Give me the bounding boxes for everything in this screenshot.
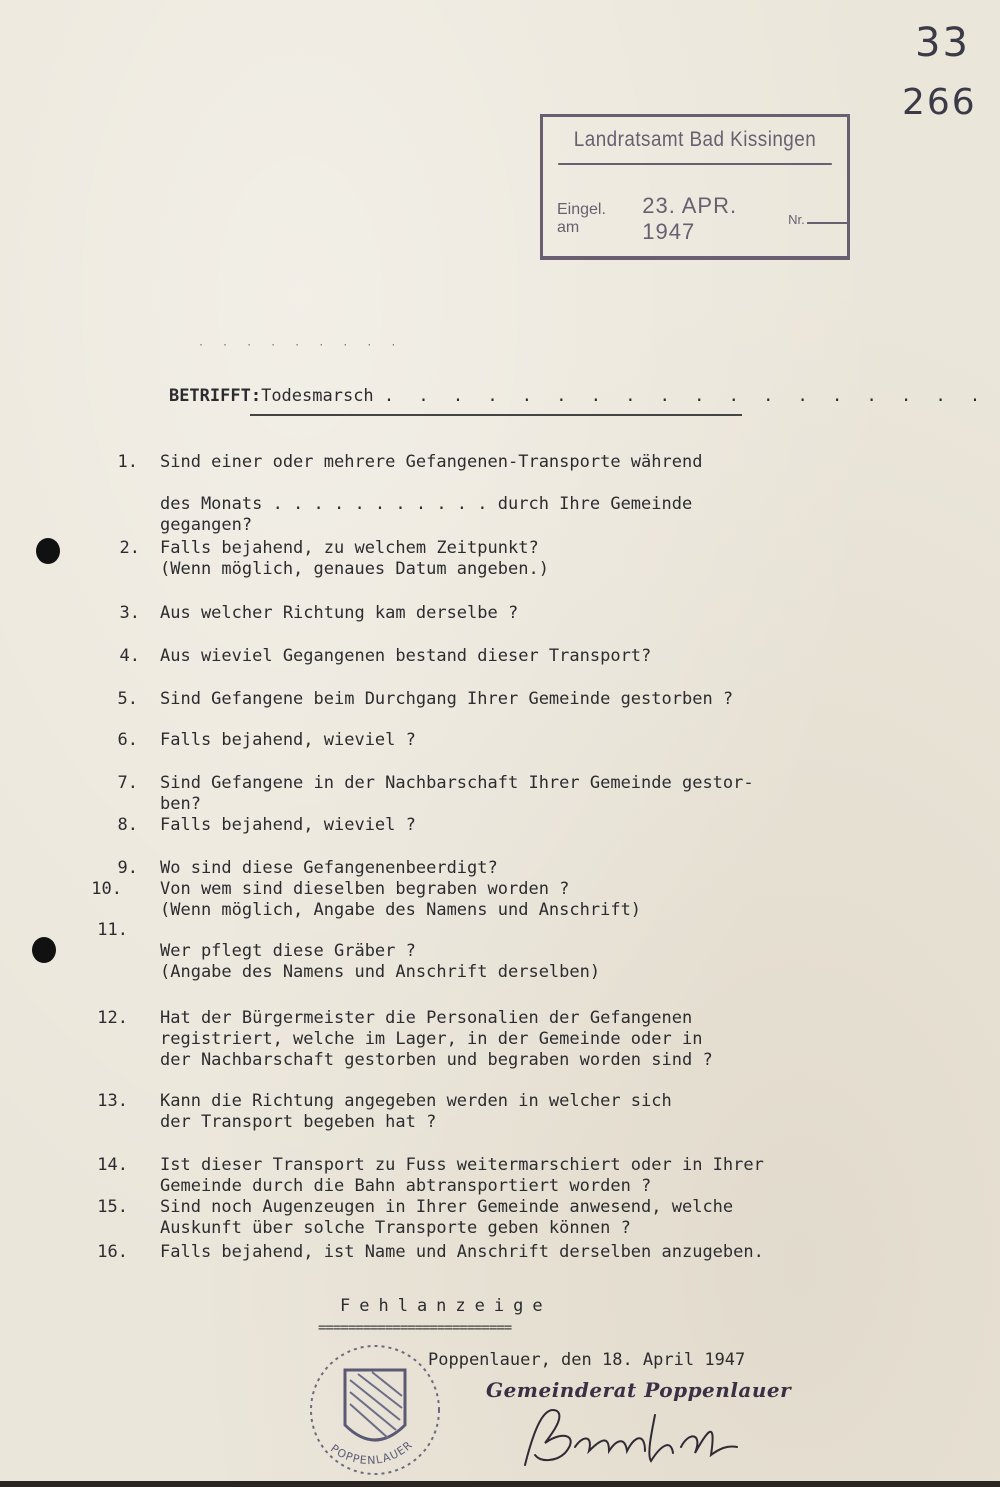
question-number: 5. [117, 689, 138, 709]
question-line: (Wenn möglich, Angabe des Namens und Anschrift) [160, 900, 642, 920]
question-line: des Monats . . . . . . . . . . . durch Ihre Gemeinde [160, 494, 693, 514]
question-line: Falls bejahend, ist Name und Anschrift derselben anzugeben. [160, 1242, 764, 1262]
question-number: 11. [97, 920, 128, 940]
question-text [160, 538, 549, 580]
punch-hole-bottom [32, 937, 56, 963]
question-number: 14. [97, 1155, 128, 1175]
page-number-top: 33 [915, 20, 970, 66]
page-edge [0, 1481, 1000, 1487]
question-line: Sind Gefangene beim Durchgang Ihrer Gemeinde gestorben ? [160, 689, 734, 709]
question-text [160, 1155, 764, 1197]
question-line: Falls bejahend, wieviel ? [160, 730, 416, 750]
question-line [160, 473, 702, 494]
question-number: 12. [97, 1008, 128, 1028]
question-line: Wer pflegt diese Gräber ? [160, 941, 416, 961]
question-number: 9. [117, 858, 138, 878]
question-text [160, 689, 733, 710]
subject-dots: . . . . . . . . . . . . . . . . . . [383, 386, 988, 406]
question-number: 10. [91, 879, 122, 899]
question-line: Hat der Bürgermeister die Personalien der Gefangenen [160, 1008, 693, 1028]
place-date: Poppenlauer, den 18. April 1947 [428, 1350, 746, 1370]
question-text [160, 646, 651, 667]
question-text [160, 1008, 713, 1071]
question-number: 15. [97, 1197, 128, 1217]
question-line: der Transport begeben hat ? [160, 1112, 437, 1132]
question-line: Ist dieser Transport zu Fuss weitermarschiert oder in Ihrer [160, 1155, 764, 1175]
question-number: 16. [97, 1242, 128, 1262]
question-number: 7. [117, 773, 138, 793]
faint-marks: · · · · · · · · · [198, 340, 403, 351]
question-line: Auskunft über solche Transporte geben können ? [160, 1218, 631, 1238]
subject-rule [250, 414, 742, 416]
subject-text: Todesmarsch [261, 386, 374, 406]
question-number: 3. [119, 603, 140, 623]
question-line: der Nachbarschaft gestorben und begraben worden sind ? [160, 1050, 713, 1070]
question-text [160, 773, 754, 815]
question-line: Falls bejahend, zu welchem Zeitpunkt? [160, 538, 539, 558]
question-text [160, 858, 498, 879]
stamp-nr-line [807, 222, 847, 224]
question-line: Sind noch Augenzeugen in Ihrer Gemeinde anwesend, welche [160, 1197, 734, 1217]
question-line: (Wenn möglich, genaues Datum angeben.) [160, 559, 549, 579]
question-line: (Angabe des Namens und Anschrift derselben) [160, 962, 601, 982]
question-line: Falls bejahend, wieviel ? [160, 815, 416, 835]
question-number: 2. [119, 538, 140, 558]
question-text [160, 730, 416, 751]
page-number-second: 266 [902, 82, 977, 123]
stamp-nr-label: Nr. [788, 211, 805, 227]
subject-label: BETRIFFT: [168, 386, 262, 406]
question-line: Wo sind diese Gefangenenbeerdigt? [160, 858, 498, 878]
question-number: 1. [117, 452, 138, 472]
stamp-received-label: Eingel. am [557, 201, 606, 236]
svg-text:POPPENLAUER [328, 1438, 415, 1467]
punch-hole-top [36, 538, 60, 564]
question-text [160, 452, 702, 536]
council-stamp: Gemeinderat Poppenlauer [486, 1378, 792, 1402]
question-number: 13. [97, 1091, 128, 1111]
double-rule: ========================== [318, 1320, 512, 1336]
question-number: 4. [119, 646, 140, 666]
received-stamp [540, 114, 850, 260]
question-text [160, 1197, 733, 1239]
question-text [160, 920, 600, 983]
question-text [160, 603, 518, 624]
stamp-date: 23. APR. 1947 [642, 193, 738, 244]
question-text [160, 1091, 672, 1133]
signature [505, 1395, 765, 1475]
question-line: Aus wieviel Gegangenen bestand dieser Transport? [160, 646, 652, 666]
question-line: Gemeinde durch die Bahn abtransportiert worden ? [160, 1176, 652, 1196]
question-number: 8. [117, 815, 138, 835]
question-line: Sind einer oder mehrere Gefangenen-Transporte während [160, 452, 703, 472]
fehlanzeige: Fehlanzeige [340, 1296, 552, 1316]
question-line [160, 920, 600, 941]
question-text [160, 815, 416, 836]
question-line: Sind Gefangene in der Nachbarschaft Ihrer Gemeinde gestor- [160, 773, 754, 793]
stamp-office: Landratsamt Bad Kissingen [573, 128, 817, 151]
question-line: gegangen? [160, 515, 253, 535]
question-text [160, 879, 641, 921]
question-line: Von wem sind dieselben begraben worden ? [160, 879, 570, 899]
question-line: Kann die Richtung angegeben werden in welcher sich [160, 1091, 672, 1111]
question-text [160, 1242, 764, 1263]
question-line: registriert, welche im Lager, in der Gemeinde oder in [160, 1029, 703, 1049]
subject-line [128, 366, 987, 426]
seal-text: POPPENLAUER [328, 1438, 416, 1468]
question-line: Aus welcher Richtung kam derselbe ? [160, 603, 519, 623]
question-number: 6. [117, 730, 138, 750]
question-line: ben? [160, 794, 201, 814]
